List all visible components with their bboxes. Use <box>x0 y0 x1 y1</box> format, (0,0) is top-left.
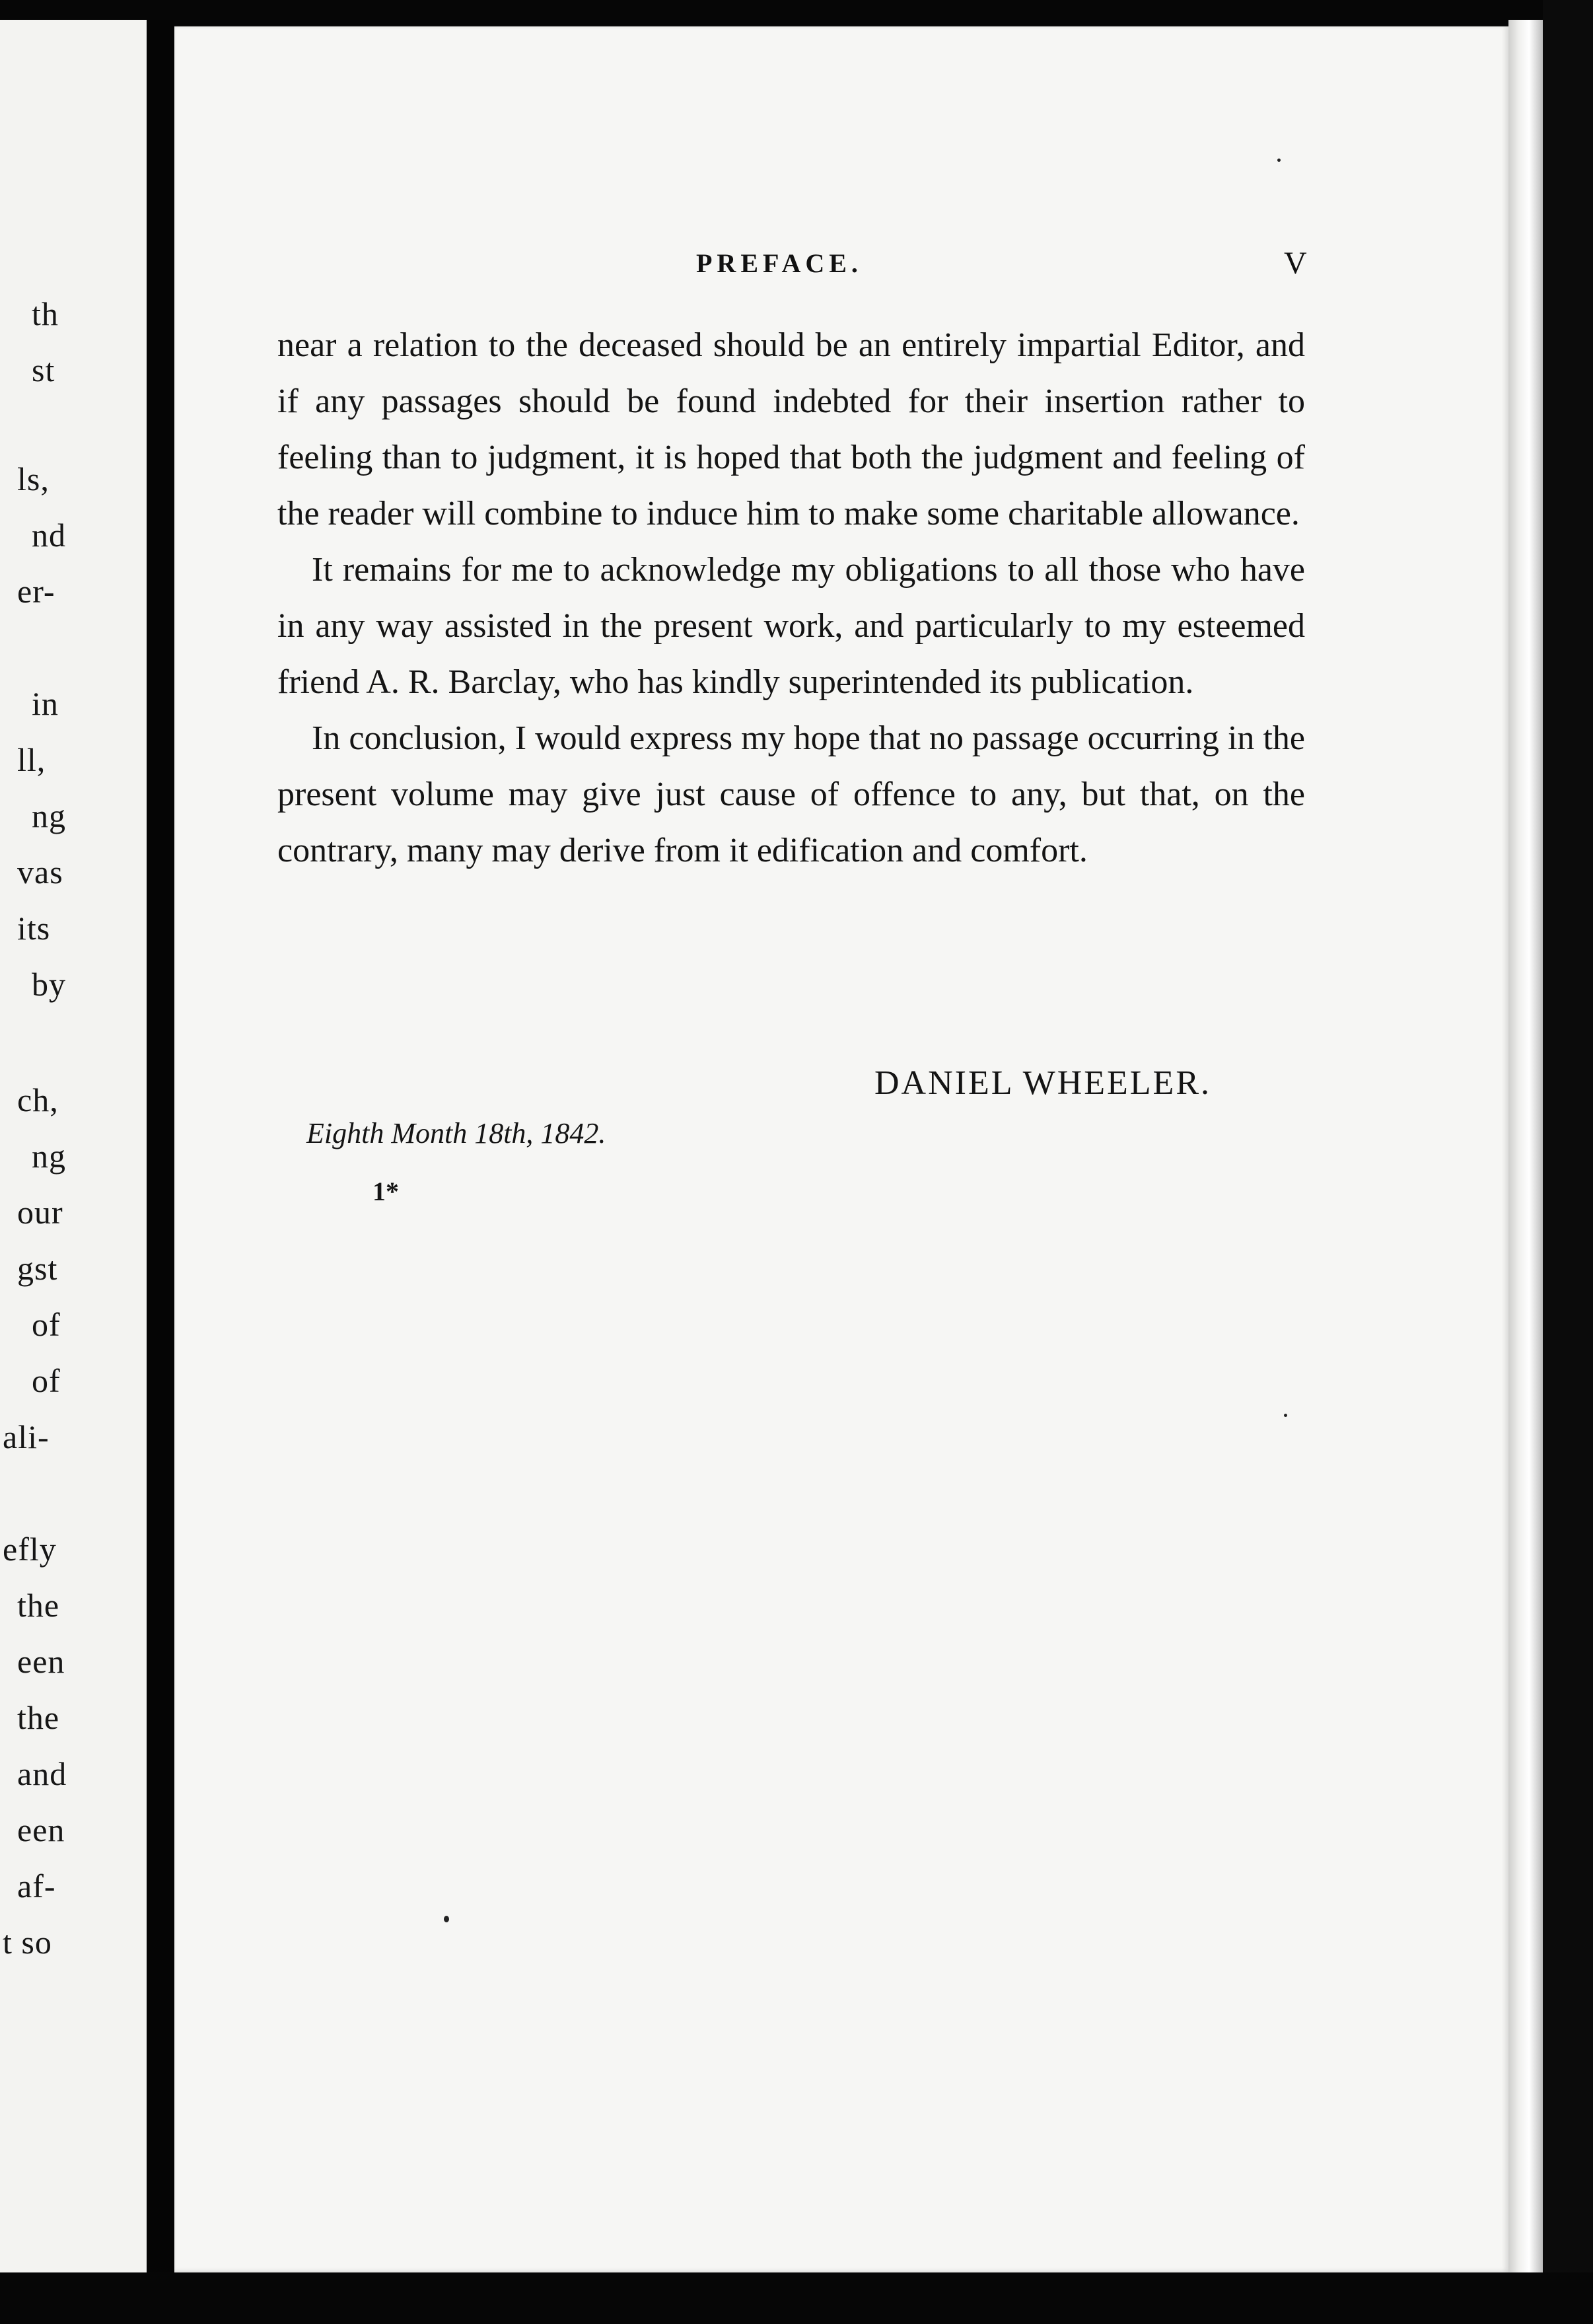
facing-page-line-fragment: st <box>32 351 55 388</box>
facing-page-line-fragment: ch, <box>17 1081 59 1118</box>
facing-page-line-fragment: een <box>17 1643 65 1680</box>
scan-right-border <box>1543 0 1593 2324</box>
facing-page-line-fragment: its <box>17 910 51 947</box>
printer-signature-mark: 1* <box>372 1177 399 1206</box>
facing-page-line-fragment: ng <box>32 1138 66 1175</box>
facing-page-line-fragment: t so <box>3 1924 52 1961</box>
facing-page-line-fragment: of <box>32 1306 61 1343</box>
paper-speck <box>444 1916 449 1922</box>
facing-page-line-fragment: our <box>17 1194 63 1231</box>
paragraph-1: near a relation to the deceased should be an entirely impartial Editor, and if any passages should be found indebted for their insertion rather to feeling than to judgment, it is hoped that both the judgment and feeling of the reader will combine to induce him to make some charitable allowance. <box>277 326 1305 532</box>
page-edge <box>1508 20 1543 2306</box>
page-gutter <box>147 20 174 2292</box>
facing-page-line-fragment: of <box>32 1362 61 1399</box>
paragraph-2: It remains for me to acknowledge my obligations to all those who have in any way assisted in the present work, and particularly to my esteemed friend A. R. Barclay, who has kindly superintended its publication. <box>277 551 1305 701</box>
scan-top-border <box>0 0 1593 25</box>
book-page <box>174 26 1508 2272</box>
facing-page-line-fragment: vas <box>17 853 63 890</box>
page-number: V <box>1284 246 1307 281</box>
facing-page-line-fragment: er- <box>17 573 55 610</box>
facing-page-line-fragment: by <box>32 966 66 1003</box>
paper-speck <box>1284 1414 1287 1417</box>
facing-page-line-fragment: the <box>17 1699 60 1736</box>
facing-page-line-fragment: een <box>17 1811 65 1848</box>
paragraph-3: In conclusion, I would express my hope that no passage occurring in the present volume may give just cause of offence to any, but that, on the contrary, many may derive from it edification and comfort. <box>277 719 1305 869</box>
facing-page-line-fragment: in <box>32 685 59 722</box>
facing-page-line-fragment: th <box>32 295 59 332</box>
facing-page-line-fragment: and <box>17 1755 67 1792</box>
facing-page-line-fragment: ali- <box>3 1418 50 1455</box>
facing-page-line-fragment: the <box>17 1587 60 1624</box>
dateline: Eighth Month 18th, 1842. <box>306 1117 606 1149</box>
facing-page-line-fragment: ll, <box>17 741 46 778</box>
scan-bottom-border <box>0 2272 1593 2324</box>
facing-page-line-fragment: nd <box>32 517 66 554</box>
running-title: PREFACE. <box>696 248 863 278</box>
facing-page-line-fragment: ls, <box>17 460 50 497</box>
paper-speck <box>1277 159 1281 162</box>
facing-page-left <box>0 20 147 2292</box>
facing-page-line-fragment: efly <box>3 1531 57 1568</box>
author-signature: DANIEL WHEELER. <box>874 1064 1212 1102</box>
facing-page-line-fragment: ng <box>32 797 66 834</box>
body-text <box>277 317 1305 879</box>
facing-page-line-fragment: gst <box>17 1250 58 1287</box>
facing-page-line-fragment: af- <box>17 1868 56 1905</box>
